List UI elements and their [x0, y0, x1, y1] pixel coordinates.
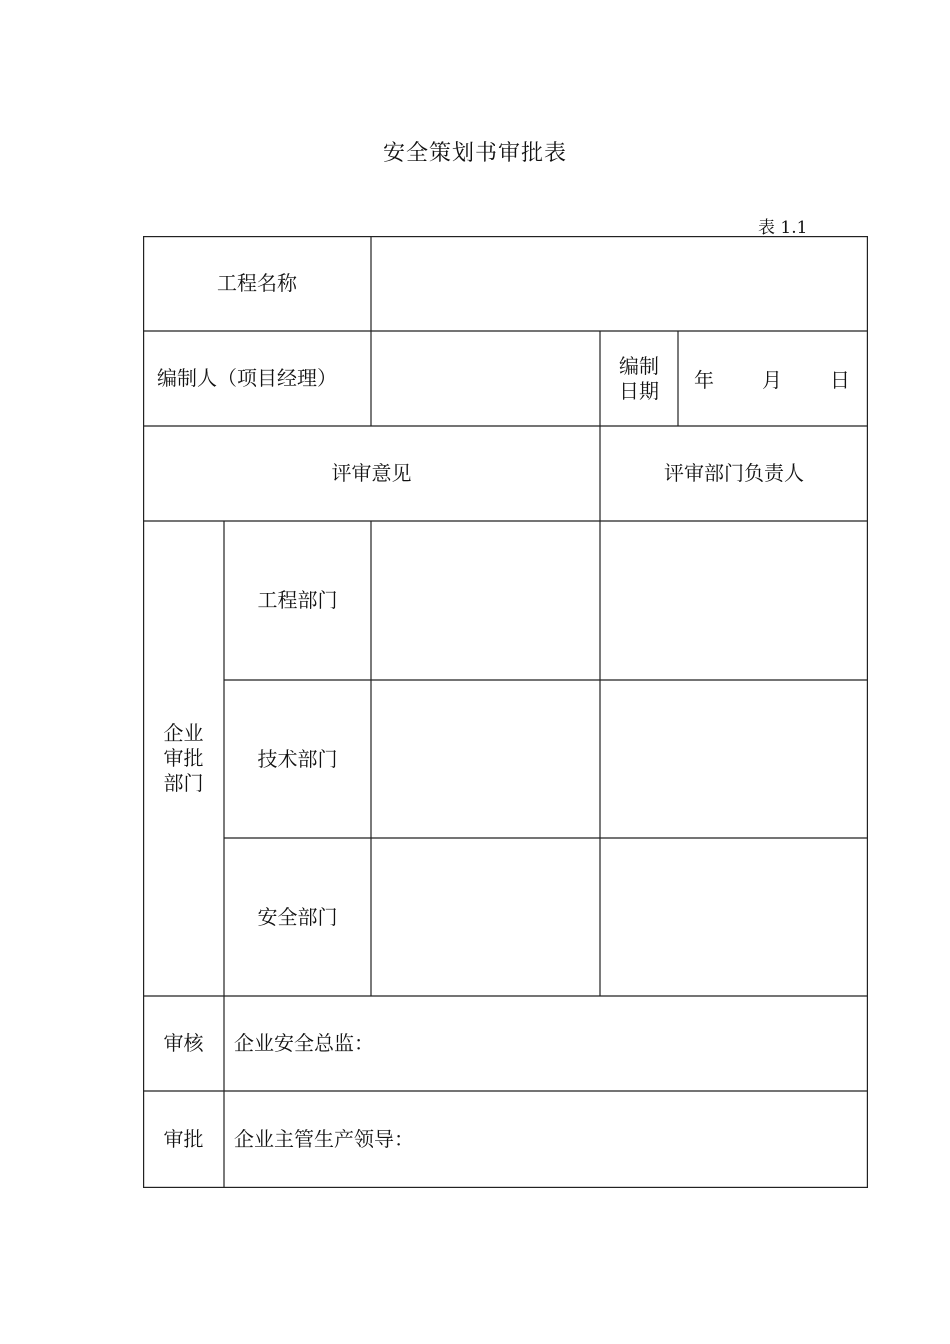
approve-label: 审批: [163, 1126, 204, 1151]
enterprise-dept-label-line1: 企业: [163, 721, 204, 745]
dept-safety-head[interactable]: [600, 838, 868, 996]
dept-engineering-opinion[interactable]: [371, 521, 600, 680]
compile-date-label: [600, 331, 678, 426]
enterprise-dept-label-line3: 部门: [163, 771, 204, 795]
compiler-value[interactable]: [371, 331, 600, 426]
compiler-label: 编制人（项目经理）: [157, 366, 337, 390]
review-dept-head-header: 评审部门负责人: [664, 461, 804, 485]
dept-safety-opinion[interactable]: [371, 838, 600, 996]
compile-date-label-line2: 日期: [619, 378, 659, 403]
approval-table: [143, 236, 868, 1188]
table-number: 表 1.1: [758, 218, 808, 238]
dept-technical-head[interactable]: [600, 680, 868, 838]
dept-engineering-label: 工程部门: [257, 588, 338, 612]
audit-label: 审核: [163, 1031, 204, 1055]
date-month-label: 月: [762, 368, 782, 392]
review-opinion-header: 评审意见: [331, 461, 412, 485]
compile-date-label-line1: 编制: [619, 353, 659, 378]
dept-safety-label: 安全部门: [257, 904, 338, 929]
enterprise-dept-label: [143, 521, 224, 996]
dept-technical-opinion[interactable]: [371, 680, 600, 838]
enterprise-dept-label-line2: 审批: [163, 746, 204, 770]
date-day-label: 日: [830, 368, 850, 392]
project-name-label: 工程名称: [217, 271, 297, 295]
dept-technical-label: 技术部门: [257, 746, 338, 771]
dept-engineering-head[interactable]: [600, 521, 868, 680]
document-title: 安全策划书审批表: [382, 141, 567, 166]
date-year-label: 年: [694, 368, 714, 392]
compile-date-value[interactable]: [678, 331, 868, 426]
audit-content[interactable]: 企业安全总监：: [234, 1031, 374, 1055]
project-name-value[interactable]: [371, 236, 868, 331]
approve-content[interactable]: 企业主管生产领导：: [234, 1126, 414, 1151]
